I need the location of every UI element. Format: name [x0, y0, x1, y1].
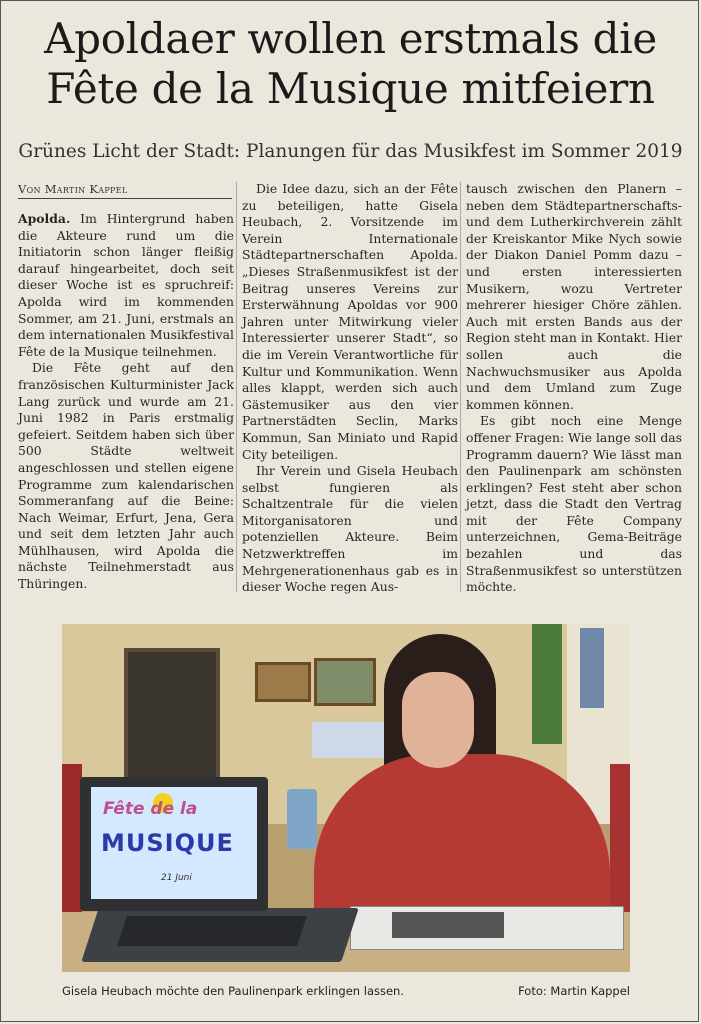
article-photo	[62, 624, 630, 972]
article-column-2	[242, 181, 458, 596]
photo-wall-picture	[255, 662, 311, 702]
photo-laptop-screen	[80, 777, 268, 911]
photo-book-image	[392, 912, 504, 938]
fete-logo-date: 21 Juni	[161, 873, 192, 883]
column-divider	[460, 182, 461, 592]
paragraph	[18, 211, 234, 360]
subheadline: Grünes Licht der Stadt: Planungen für das Musikfest im Sommer 2019	[18, 141, 683, 162]
fete-logo-main: MUSIQUE	[101, 829, 234, 857]
paragraph: tausch zwischen den Planern – neben dem Städtepartnerschafts- und dem Lutherkirchverein zählt der Kreiskantor Mike Nych sowie der Diakon Daniel Pomm dazu – und ersten interessierten Musikern, wozu Vertreter mehrerer hiesiger Chöre zählen. Auch mit ersten Bands aus der Region steht man in Kontakt. Hier sollen auch die Nachwuchsmusiker aus Apolda und dem Umland zum Zuge kommen können.	[466, 181, 682, 412]
article-column-1	[18, 211, 234, 593]
photo-wall-picture	[314, 658, 376, 706]
photo-caption	[62, 984, 630, 998]
paragraph-text: Im Hintergrund haben die Akteure rund um die Initiatorin schon länger fleißig darauf hingearbeitet, doch seit dieser Woche ist es spruchreif: Apolda wird im kommenden Sommer, am 21. Juni, erstmals an dem internationalen Musikfestival Fête de la Musique teilnehmen.	[18, 211, 234, 359]
headline	[0, 14, 701, 114]
photo-poster	[580, 628, 604, 708]
photo-chair	[287, 789, 317, 849]
byline: Von Martin Kappel	[18, 182, 128, 196]
paragraph: Die Fête geht auf den französischen Kulturminister Jack Lang zurück und wurde am 21. Juni 1982 in Paris erstmalig gefeiert. Seitdem haben sich über 500 Städte weltweit angeschlossen und stellen eigene Programme zum kalendarischen Sommeranfang auf die Beine: Nach Weimar, Erfurt, Jena, Gera und seit dem letzten Jahr auch Mühlhausen, wird Apolda die nächste Teilnehmerstadt aus Thüringen.	[18, 360, 234, 592]
caption-text: Gisela Heubach möchte den Paulinenpark erklingen lassen.	[62, 984, 404, 998]
byline-rule	[18, 198, 232, 199]
photo-credit: Foto: Martin Kappel	[518, 984, 630, 998]
column-divider	[236, 182, 237, 592]
paragraph: Die Idee dazu, sich an der Fête zu beteiligen, hatte Gisela Heubach, 2. Vorsitzende im Verein Internationale Städtepartnerschaften Apolda. „Dieses Straßenmusikfest ist der Beitrag unseres Vereins zur Ersterwähnung Apoldas vor 900 Jahren unter Mitwirkung vieler Interessierter unserer Stadt“, so die im Verein Verantwortliche für Kultur und Kommunikation. Wenn alles klappt, werden sich auch Gästemusiker aus den vier Partnerstädten Seclin, Marks Kommun, San Miniato und Rapid City beteiligen.	[242, 181, 458, 462]
photo-plant	[532, 624, 562, 744]
dateline: Apolda.	[18, 211, 71, 226]
paragraph: Es gibt noch eine Menge offener Fragen: Wie lange soll das Programm dauern? Wie lässt man den Paulinenpark am schönsten erklingen? Fest steht aber schon jetzt, dass die Stadt den Vertrag mit der Fête Company unterzeichnen, Gema-Beiträge bezahlen und das Straßenmusikfest so unterstützen möchte.	[466, 413, 682, 595]
photo-woman-face	[402, 672, 474, 768]
headline-line-2: Fête de la Musique mitfeiern	[46, 64, 655, 113]
laptop-display	[91, 787, 257, 899]
article-column-3	[466, 181, 682, 596]
fete-logo-top: Fête de la	[103, 799, 198, 819]
paragraph: Ihr Verein und Gisela Heubach selbst fungieren als Schaltzentrale für die vielen Mitorganisatoren und potenziellen Akteure. Beim Netzwerktreffen im Mehrgenerationenhaus gab es in dieser Woche regen Aus-	[242, 463, 458, 595]
photo-laptop-keyboard	[117, 916, 307, 946]
headline-line-1: Apoldaer wollen erstmals die	[44, 14, 657, 63]
